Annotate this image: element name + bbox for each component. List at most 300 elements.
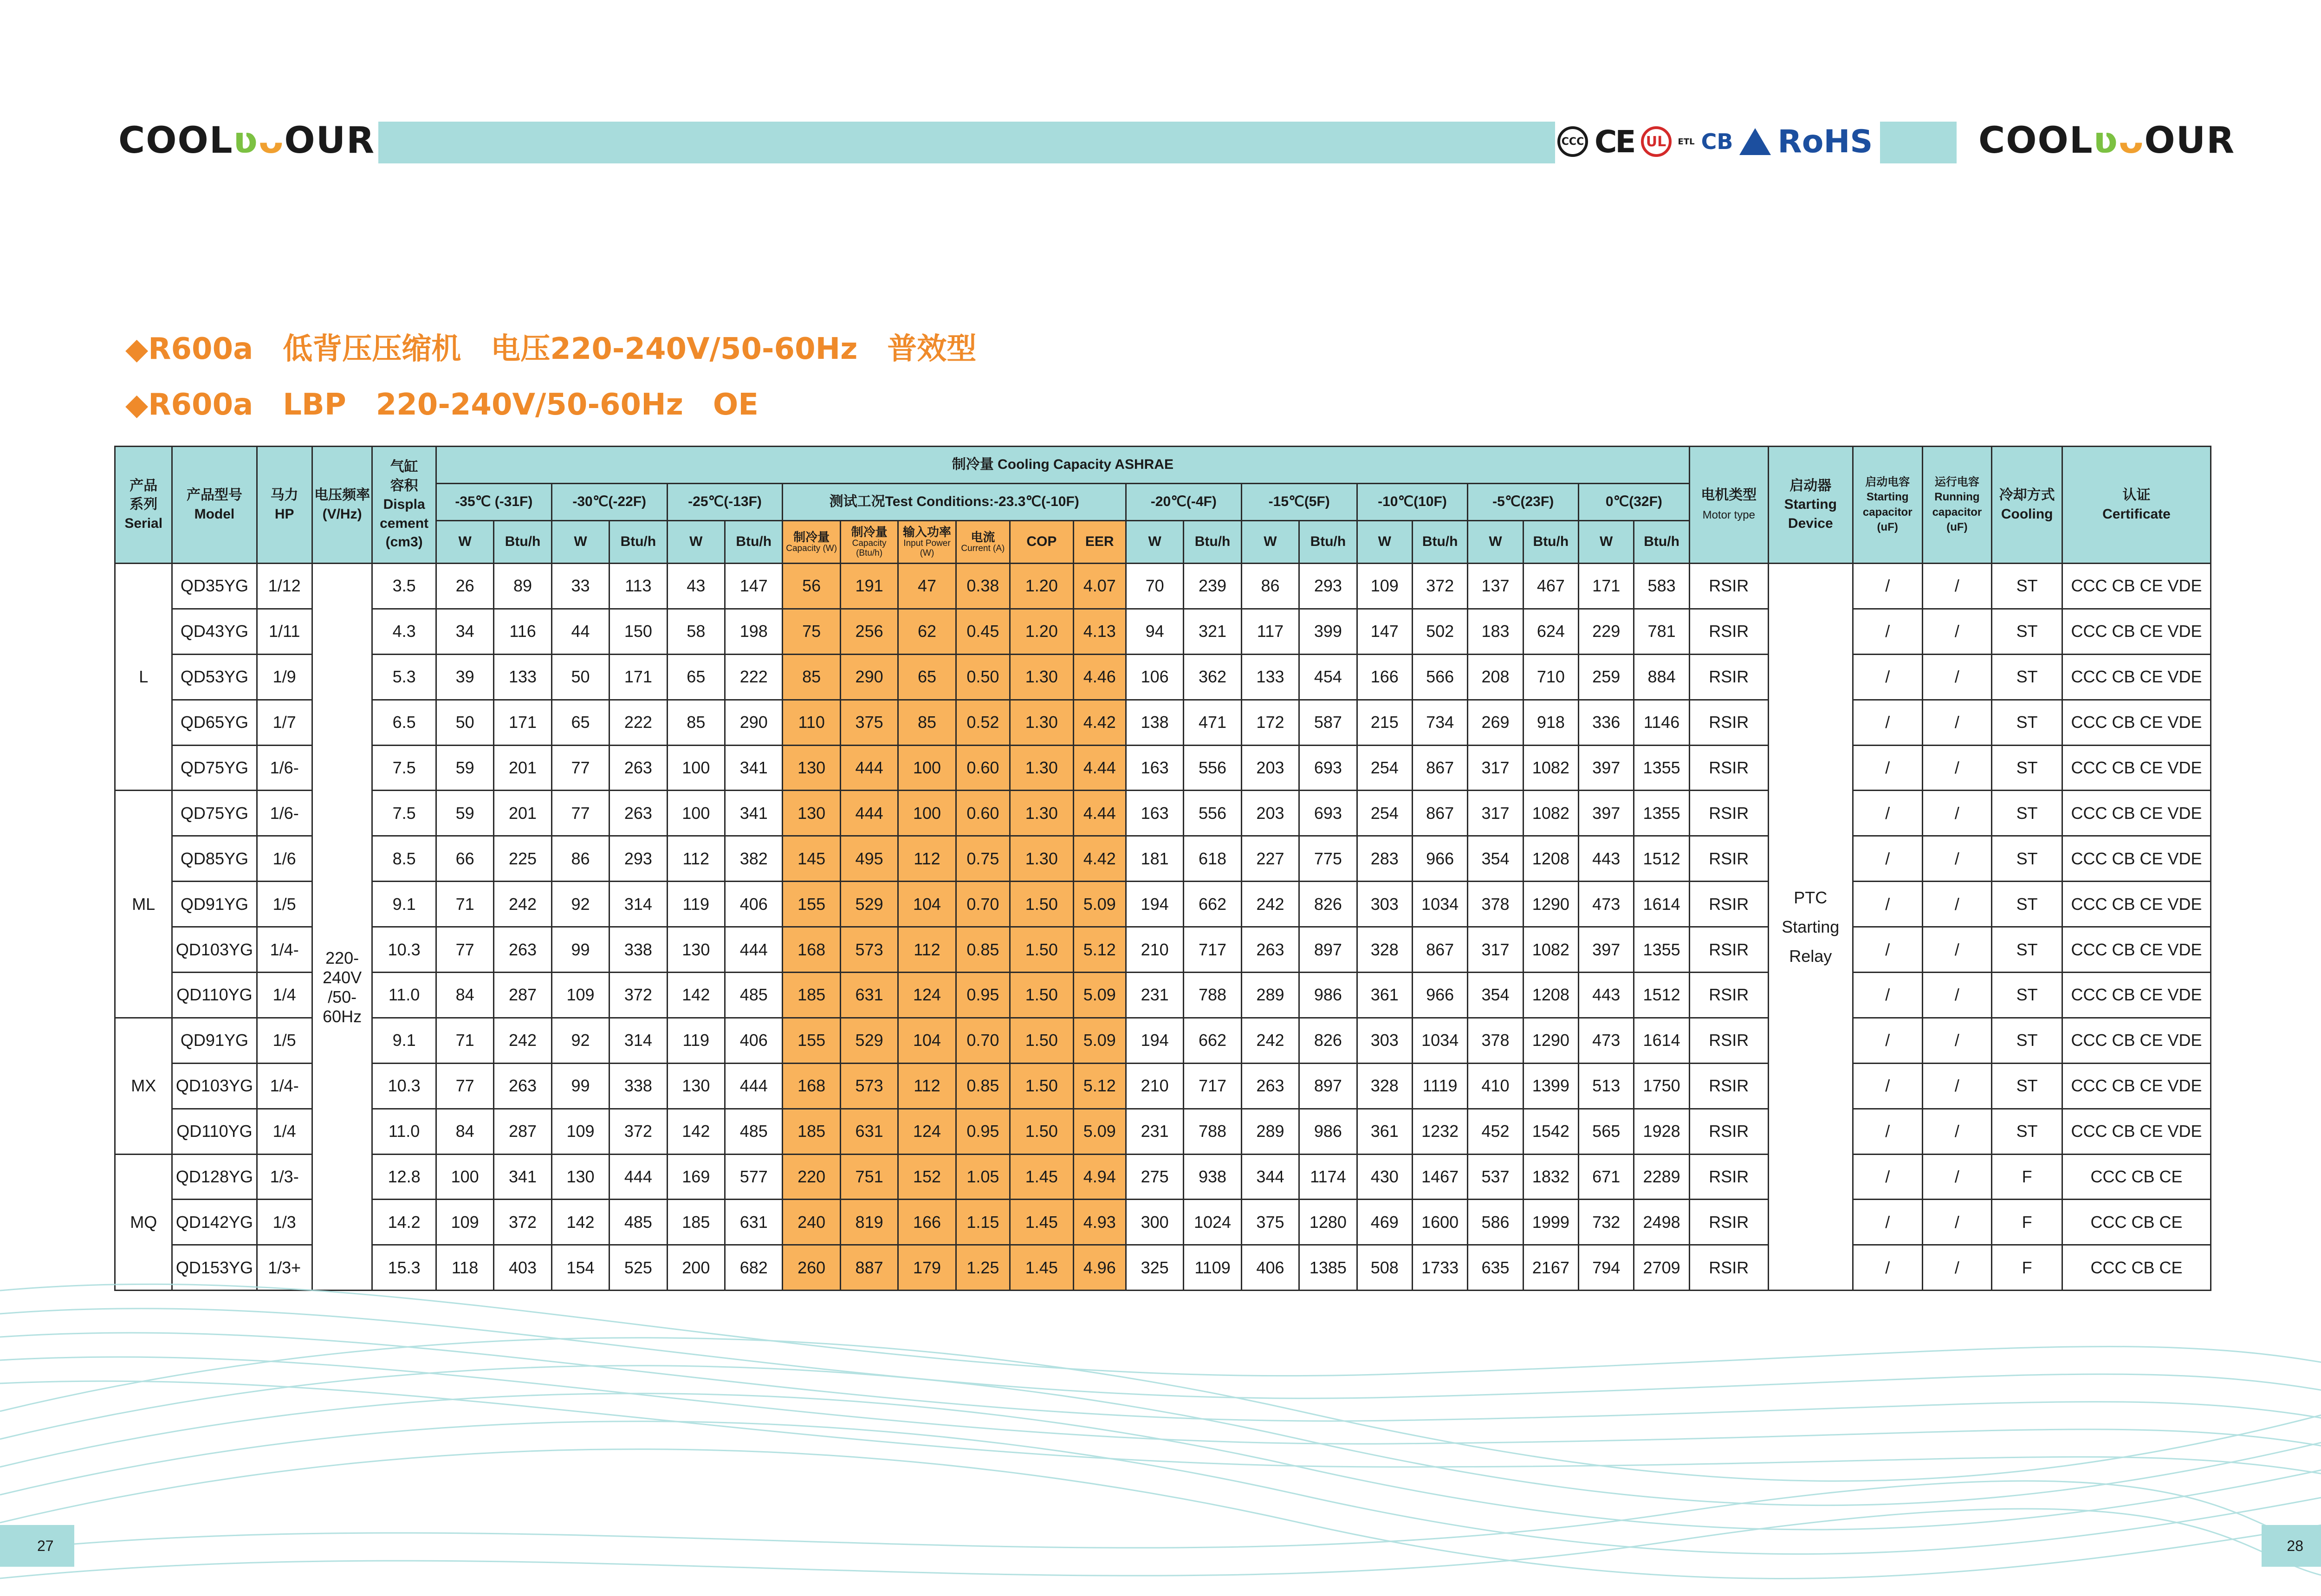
cell-certificate: CCC CB CE VDE bbox=[2062, 654, 2211, 700]
cell-m35-w: 100 bbox=[436, 1154, 493, 1200]
cell-series: ML bbox=[115, 791, 172, 1018]
cell-test-current: 0.85 bbox=[956, 927, 1010, 973]
cell-starting-capacitor: / bbox=[1853, 882, 1922, 927]
spec-table bbox=[114, 446, 2211, 1291]
cell-m15-btu: 897 bbox=[1299, 1063, 1357, 1109]
cell-running-capacitor: / bbox=[1922, 1200, 1992, 1245]
cell-m25-w: 119 bbox=[667, 1018, 725, 1063]
cell-m20-btu: 788 bbox=[1184, 973, 1241, 1018]
header-serial: 产品 系列 Serial bbox=[115, 447, 172, 564]
unit-w: W bbox=[1241, 521, 1299, 564]
cell-m30-btu: 150 bbox=[609, 609, 667, 654]
cell-m20-btu: 717 bbox=[1184, 1063, 1241, 1109]
cell-m20-btu: 239 bbox=[1184, 564, 1241, 609]
header-temp-m25: -25℃(-13F) bbox=[667, 484, 783, 521]
cell-m35-w: 84 bbox=[436, 1109, 493, 1154]
cell-m5-w: 208 bbox=[1468, 654, 1523, 700]
cell-m35-w: 59 bbox=[436, 791, 493, 836]
ul-icon: UL bbox=[1641, 126, 1672, 157]
cell-certificate: CCC CB CE VDE bbox=[2062, 564, 2211, 609]
header-current: 电流 Current (A) bbox=[956, 521, 1010, 564]
cell-m10-btu: 1733 bbox=[1412, 1245, 1467, 1291]
cell-cooling: ST bbox=[1992, 882, 2062, 927]
cell-test-capacity-btu: 191 bbox=[840, 564, 898, 609]
cell-motor-type: RSIR bbox=[1689, 836, 1768, 882]
cell-m30-btu: 372 bbox=[609, 973, 667, 1018]
cell-motor-type: RSIR bbox=[1689, 927, 1768, 973]
cell-m15-btu: 454 bbox=[1299, 654, 1357, 700]
cell-m25-btu: 341 bbox=[725, 791, 783, 836]
header-temp-m15: -15℃(5F) bbox=[1241, 484, 1357, 521]
cell-hp: 1/4- bbox=[257, 1063, 312, 1109]
cell-m35-btu: 201 bbox=[494, 745, 551, 791]
cell-test-current: 0.50 bbox=[956, 654, 1010, 700]
cell-cooling: ST bbox=[1992, 654, 2062, 700]
cell-m30-w: 77 bbox=[551, 791, 609, 836]
cell-m35-btu: 225 bbox=[494, 836, 551, 882]
cell-cop: 1.50 bbox=[1010, 973, 1074, 1018]
cell-m20-btu: 1024 bbox=[1184, 1200, 1241, 1245]
cell-m10-w: 109 bbox=[1357, 564, 1412, 609]
cell-m15-btu: 587 bbox=[1299, 700, 1357, 745]
header-temp-m30: -30℃(-22F) bbox=[551, 484, 667, 521]
brand-logo-right: COOLʋᴗOUR bbox=[1978, 120, 2236, 162]
cell-m20-w: 210 bbox=[1126, 927, 1183, 973]
cell-motor-type: RSIR bbox=[1689, 1109, 1768, 1154]
cell-displacement: 7.5 bbox=[372, 745, 436, 791]
cell-m5-w: 183 bbox=[1468, 609, 1523, 654]
cell-m25-btu: 682 bbox=[725, 1245, 783, 1291]
cell-certificate: CCC CB CE bbox=[2062, 1154, 2211, 1200]
cell-model: QD110YG bbox=[172, 1109, 257, 1154]
cell-m15-btu: 693 bbox=[1299, 745, 1357, 791]
table-row bbox=[115, 973, 2211, 1018]
cell-m20-btu: 938 bbox=[1184, 1154, 1241, 1200]
cell-t0-w: 513 bbox=[1579, 1063, 1634, 1109]
cell-motor-type: RSIR bbox=[1689, 654, 1768, 700]
cell-cop: 1.45 bbox=[1010, 1245, 1074, 1291]
cell-model: QD65YG bbox=[172, 700, 257, 745]
cell-m20-btu: 556 bbox=[1184, 791, 1241, 836]
cell-m25-w: 142 bbox=[667, 973, 725, 1018]
cell-m10-w: 303 bbox=[1357, 882, 1412, 927]
cell-cooling: ST bbox=[1992, 1018, 2062, 1063]
cell-cooling: F bbox=[1992, 1154, 2062, 1200]
cell-test-input-power: 124 bbox=[898, 973, 956, 1018]
cell-model: QD53YG bbox=[172, 654, 257, 700]
cell-test-input-power: 62 bbox=[898, 609, 956, 654]
cell-m30-btu: 293 bbox=[609, 836, 667, 882]
header-model: 产品型号 Model bbox=[172, 447, 257, 564]
cell-cooling: ST bbox=[1992, 564, 2062, 609]
cell-cop: 1.30 bbox=[1010, 654, 1074, 700]
cell-m5-w: 378 bbox=[1468, 1018, 1523, 1063]
cell-m20-w: 138 bbox=[1126, 700, 1183, 745]
cell-test-current: 0.38 bbox=[956, 564, 1010, 609]
cell-m5-btu: 1399 bbox=[1523, 1063, 1578, 1109]
table-row bbox=[115, 836, 2211, 882]
cell-t0-w: 794 bbox=[1579, 1245, 1634, 1291]
cell-cooling: ST bbox=[1992, 1109, 2062, 1154]
table-row bbox=[115, 564, 2211, 609]
cell-certificate: CCC CB CE VDE bbox=[2062, 700, 2211, 745]
cell-eer: 5.09 bbox=[1073, 1109, 1126, 1154]
cell-m5-btu: 1208 bbox=[1523, 836, 1578, 882]
cell-m25-w: 169 bbox=[667, 1154, 725, 1200]
cell-m15-w: 375 bbox=[1241, 1200, 1299, 1245]
cell-m30-btu: 314 bbox=[609, 1018, 667, 1063]
cell-t0-w: 259 bbox=[1579, 654, 1634, 700]
cell-hp: 1/7 bbox=[257, 700, 312, 745]
cell-hp: 1/5 bbox=[257, 882, 312, 927]
cell-motor-type: RSIR bbox=[1689, 1200, 1768, 1245]
spec-table-body bbox=[115, 564, 2211, 1291]
cell-t0-btu: 1146 bbox=[1634, 700, 1689, 745]
cell-t0-w: 565 bbox=[1579, 1109, 1634, 1154]
cell-cop: 1.50 bbox=[1010, 1109, 1074, 1154]
cell-certificate: CCC CB CE VDE bbox=[2062, 791, 2211, 836]
cell-test-capacity-w: 75 bbox=[783, 609, 840, 654]
cell-hp: 1/4- bbox=[257, 927, 312, 973]
cell-test-capacity-btu: 887 bbox=[840, 1245, 898, 1291]
cell-model: QD110YG bbox=[172, 973, 257, 1018]
cell-m5-btu: 624 bbox=[1523, 609, 1578, 654]
unit-w: W bbox=[1126, 521, 1183, 564]
certification-logos bbox=[1557, 118, 1873, 165]
cell-test-capacity-w: 185 bbox=[783, 973, 840, 1018]
cell-cop: 1.20 bbox=[1010, 609, 1074, 654]
cell-m5-w: 317 bbox=[1468, 927, 1523, 973]
cell-t0-w: 443 bbox=[1579, 836, 1634, 882]
header-bar-right bbox=[1880, 122, 1957, 163]
cell-model: QD43YG bbox=[172, 609, 257, 654]
cell-series: L bbox=[115, 564, 172, 791]
cell-m10-btu: 566 bbox=[1412, 654, 1467, 700]
cell-m10-w: 166 bbox=[1357, 654, 1412, 700]
cell-m35-btu: 116 bbox=[494, 609, 551, 654]
cell-test-capacity-btu: 444 bbox=[840, 745, 898, 791]
cell-displacement: 11.0 bbox=[372, 1109, 436, 1154]
cell-cooling: ST bbox=[1992, 791, 2062, 836]
cell-cop: 1.50 bbox=[1010, 927, 1074, 973]
cell-test-capacity-w: 220 bbox=[783, 1154, 840, 1200]
cell-cop: 1.50 bbox=[1010, 882, 1074, 927]
cell-test-capacity-w: 185 bbox=[783, 1109, 840, 1154]
cell-t0-w: 732 bbox=[1579, 1200, 1634, 1245]
title-chinese: ◆R600a 低背压压缩机 电压220-240V/50-60Hz 普效型 bbox=[125, 332, 977, 366]
cell-test-capacity-btu: 375 bbox=[840, 700, 898, 745]
cell-m10-w: 361 bbox=[1357, 973, 1412, 1018]
cell-m10-w: 469 bbox=[1357, 1200, 1412, 1245]
cell-test-current: 0.75 bbox=[956, 836, 1010, 882]
table-row bbox=[115, 1018, 2211, 1063]
brand-logo-left: COOLʋᴗOUR bbox=[118, 120, 376, 162]
cell-m10-btu: 372 bbox=[1412, 564, 1467, 609]
header-frequency: 电压频率 (V/Hz) bbox=[312, 447, 372, 564]
table-row bbox=[115, 654, 2211, 700]
cell-displacement: 5.3 bbox=[372, 654, 436, 700]
cell-cooling: ST bbox=[1992, 927, 2062, 973]
unit-w: W bbox=[1579, 521, 1634, 564]
cell-test-capacity-w: 260 bbox=[783, 1245, 840, 1291]
cell-m30-w: 77 bbox=[551, 745, 609, 791]
cell-cop: 1.50 bbox=[1010, 1018, 1074, 1063]
cell-m5-w: 317 bbox=[1468, 745, 1523, 791]
cell-hp: 1/3- bbox=[257, 1154, 312, 1200]
header-bar-left bbox=[378, 122, 1555, 163]
cell-hp: 1/4 bbox=[257, 973, 312, 1018]
cell-m35-btu: 263 bbox=[494, 1063, 551, 1109]
cell-test-capacity-w: 56 bbox=[783, 564, 840, 609]
cell-m10-w: 147 bbox=[1357, 609, 1412, 654]
header-hp: 马力 HP bbox=[257, 447, 312, 564]
cell-starting-capacitor: / bbox=[1853, 609, 1922, 654]
cell-displacement: 8.5 bbox=[372, 836, 436, 882]
cell-m10-btu: 1600 bbox=[1412, 1200, 1467, 1245]
cell-m35-btu: 287 bbox=[494, 973, 551, 1018]
header-capacity-btu: 制冷量 Capacity (Btu/h) bbox=[840, 521, 898, 564]
cell-starting-capacitor: / bbox=[1853, 564, 1922, 609]
cell-test-input-power: 104 bbox=[898, 882, 956, 927]
cell-m15-w: 117 bbox=[1241, 609, 1299, 654]
cell-m25-w: 85 bbox=[667, 700, 725, 745]
cell-hp: 1/3+ bbox=[257, 1245, 312, 1291]
cell-m20-w: 210 bbox=[1126, 1063, 1183, 1109]
cell-starting-capacitor: / bbox=[1853, 745, 1922, 791]
cell-m35-w: 66 bbox=[436, 836, 493, 882]
cell-cop: 1.50 bbox=[1010, 1063, 1074, 1109]
cell-t0-w: 473 bbox=[1579, 882, 1634, 927]
cell-m10-w: 328 bbox=[1357, 1063, 1412, 1109]
cell-m25-w: 58 bbox=[667, 609, 725, 654]
cell-m35-w: 26 bbox=[436, 564, 493, 609]
cell-m35-w: 50 bbox=[436, 700, 493, 745]
cell-certificate: CCC CB CE VDE bbox=[2062, 927, 2211, 973]
cell-eer: 4.42 bbox=[1073, 836, 1126, 882]
cell-m10-w: 430 bbox=[1357, 1154, 1412, 1200]
cell-m30-w: 130 bbox=[551, 1154, 609, 1200]
cell-test-current: 0.95 bbox=[956, 973, 1010, 1018]
cell-m35-w: 71 bbox=[436, 882, 493, 927]
cell-m15-w: 344 bbox=[1241, 1154, 1299, 1200]
unit-w: W bbox=[1468, 521, 1523, 564]
cell-cop: 1.30 bbox=[1010, 700, 1074, 745]
cell-t0-btu: 884 bbox=[1634, 654, 1689, 700]
cell-t0-w: 443 bbox=[1579, 973, 1634, 1018]
cell-m15-w: 289 bbox=[1241, 1109, 1299, 1154]
cell-m20-btu: 662 bbox=[1184, 1018, 1241, 1063]
cell-m25-w: 200 bbox=[667, 1245, 725, 1291]
ccc-icon: CCC bbox=[1557, 126, 1588, 157]
cell-cop: 1.45 bbox=[1010, 1200, 1074, 1245]
cell-hp: 1/4 bbox=[257, 1109, 312, 1154]
cell-m25-w: 100 bbox=[667, 745, 725, 791]
cell-t0-btu: 1614 bbox=[1634, 882, 1689, 927]
cell-m5-w: 537 bbox=[1468, 1154, 1523, 1200]
cell-m35-w: 39 bbox=[436, 654, 493, 700]
cell-m30-btu: 444 bbox=[609, 1154, 667, 1200]
cell-t0-btu: 2498 bbox=[1634, 1200, 1689, 1245]
cell-m30-w: 109 bbox=[551, 973, 609, 1018]
cell-m5-w: 354 bbox=[1468, 836, 1523, 882]
cell-m25-btu: 198 bbox=[725, 609, 783, 654]
cell-motor-type: RSIR bbox=[1689, 1154, 1768, 1200]
cell-m25-btu: 222 bbox=[725, 654, 783, 700]
cell-m25-btu: 485 bbox=[725, 973, 783, 1018]
table-row bbox=[115, 791, 2211, 836]
cell-m25-w: 130 bbox=[667, 927, 725, 973]
cell-t0-w: 397 bbox=[1579, 791, 1634, 836]
cell-test-capacity-w: 110 bbox=[783, 700, 840, 745]
cell-test-capacity-btu: 751 bbox=[840, 1154, 898, 1200]
cell-m20-btu: 788 bbox=[1184, 1109, 1241, 1154]
cell-frequency: 220- 240V /50- 60Hz bbox=[312, 564, 372, 1291]
cell-model: QD75YG bbox=[172, 791, 257, 836]
table-row bbox=[115, 700, 2211, 745]
cell-model: QD153YG bbox=[172, 1245, 257, 1291]
cell-m20-btu: 321 bbox=[1184, 609, 1241, 654]
cell-m20-btu: 662 bbox=[1184, 882, 1241, 927]
cell-displacement: 4.3 bbox=[372, 609, 436, 654]
cell-m25-btu: 485 bbox=[725, 1109, 783, 1154]
cell-certificate: CCC CB CE VDE bbox=[2062, 882, 2211, 927]
unit-btu: Btu/h bbox=[609, 521, 667, 564]
cell-m25-w: 185 bbox=[667, 1200, 725, 1245]
cell-t0-w: 336 bbox=[1579, 700, 1634, 745]
cell-running-capacitor: / bbox=[1922, 973, 1992, 1018]
cell-m35-btu: 263 bbox=[494, 927, 551, 973]
cell-m30-w: 99 bbox=[551, 927, 609, 973]
cell-m15-w: 242 bbox=[1241, 1018, 1299, 1063]
cell-m10-w: 508 bbox=[1357, 1245, 1412, 1291]
cell-m30-btu: 222 bbox=[609, 700, 667, 745]
cell-model: QD142YG bbox=[172, 1200, 257, 1245]
cell-model: QD91YG bbox=[172, 882, 257, 927]
cell-test-input-power: 100 bbox=[898, 791, 956, 836]
header-temp-0: 0℃(32F) bbox=[1579, 484, 1690, 521]
unit-btu: Btu/h bbox=[725, 521, 783, 564]
unit-btu: Btu/h bbox=[494, 521, 551, 564]
cell-t0-btu: 1512 bbox=[1634, 836, 1689, 882]
header-temp-m20: -20℃(-4F) bbox=[1126, 484, 1241, 521]
cell-eer: 4.94 bbox=[1073, 1154, 1126, 1200]
cell-t0-btu: 1355 bbox=[1634, 745, 1689, 791]
cell-m25-w: 142 bbox=[667, 1109, 725, 1154]
cell-m10-w: 361 bbox=[1357, 1109, 1412, 1154]
header-motor-type: 电机类型 Motor type bbox=[1689, 447, 1768, 564]
cell-m5-btu: 1082 bbox=[1523, 791, 1578, 836]
cell-m15-btu: 897 bbox=[1299, 927, 1357, 973]
cell-test-input-power: 112 bbox=[898, 836, 956, 882]
cell-m15-w: 86 bbox=[1241, 564, 1299, 609]
cell-m35-w: 59 bbox=[436, 745, 493, 791]
table-row bbox=[115, 745, 2211, 791]
cell-m5-btu: 1290 bbox=[1523, 1018, 1578, 1063]
cell-hp: 1/5 bbox=[257, 1018, 312, 1063]
cell-model: QD35YG bbox=[172, 564, 257, 609]
cell-m30-btu: 485 bbox=[609, 1200, 667, 1245]
cell-eer: 4.42 bbox=[1073, 700, 1126, 745]
cell-test-capacity-w: 168 bbox=[783, 1063, 840, 1109]
cb-icon: CB bbox=[1701, 129, 1733, 154]
cell-test-capacity-btu: 631 bbox=[840, 973, 898, 1018]
cell-t0-btu: 1928 bbox=[1634, 1109, 1689, 1154]
cell-running-capacitor: / bbox=[1922, 1245, 1992, 1291]
cell-test-capacity-btu: 631 bbox=[840, 1109, 898, 1154]
cell-series: MX bbox=[115, 1018, 172, 1154]
cell-m15-btu: 1174 bbox=[1299, 1154, 1357, 1200]
cell-test-capacity-btu: 444 bbox=[840, 791, 898, 836]
cell-m35-btu: 242 bbox=[494, 1018, 551, 1063]
cell-test-capacity-w: 85 bbox=[783, 654, 840, 700]
cell-m15-btu: 986 bbox=[1299, 973, 1357, 1018]
cell-displacement: 7.5 bbox=[372, 791, 436, 836]
cell-m5-btu: 467 bbox=[1523, 564, 1578, 609]
cell-motor-type: RSIR bbox=[1689, 564, 1768, 609]
cell-starting-capacitor: / bbox=[1853, 791, 1922, 836]
table-row bbox=[115, 1109, 2211, 1154]
cell-eer: 4.96 bbox=[1073, 1245, 1126, 1291]
header-cop: COP bbox=[1010, 521, 1074, 564]
cell-m25-btu: 631 bbox=[725, 1200, 783, 1245]
cell-m30-w: 99 bbox=[551, 1063, 609, 1109]
cell-m35-w: 118 bbox=[436, 1245, 493, 1291]
header-temp-m5: -5℃(23F) bbox=[1468, 484, 1579, 521]
vde-icon bbox=[1739, 128, 1771, 155]
cell-test-input-power: 179 bbox=[898, 1245, 956, 1291]
cell-m35-btu: 201 bbox=[494, 791, 551, 836]
cell-m25-w: 43 bbox=[667, 564, 725, 609]
cell-model: QD103YG bbox=[172, 927, 257, 973]
cell-m20-w: 194 bbox=[1126, 882, 1183, 927]
cell-m5-btu: 1832 bbox=[1523, 1154, 1578, 1200]
cell-eer: 4.13 bbox=[1073, 609, 1126, 654]
cell-starting-capacitor: / bbox=[1853, 836, 1922, 882]
cell-cooling: F bbox=[1992, 1245, 2062, 1291]
cell-certificate: CCC CB CE VDE bbox=[2062, 1063, 2211, 1109]
cell-m30-w: 92 bbox=[551, 1018, 609, 1063]
cell-eer: 4.46 bbox=[1073, 654, 1126, 700]
decorative-waves bbox=[0, 1272, 2321, 1596]
cell-test-current: 0.85 bbox=[956, 1063, 1010, 1109]
unit-btu: Btu/h bbox=[1634, 521, 1689, 564]
header-eer: EER bbox=[1073, 521, 1126, 564]
cell-displacement: 9.1 bbox=[372, 882, 436, 927]
cell-t0-w: 397 bbox=[1579, 927, 1634, 973]
cell-displacement: 10.3 bbox=[372, 927, 436, 973]
cell-m30-w: 92 bbox=[551, 882, 609, 927]
cell-t0-btu: 583 bbox=[1634, 564, 1689, 609]
cell-m5-btu: 1542 bbox=[1523, 1109, 1578, 1154]
cell-starting-capacitor: / bbox=[1853, 927, 1922, 973]
cell-m30-w: 109 bbox=[551, 1109, 609, 1154]
cell-m15-btu: 693 bbox=[1299, 791, 1357, 836]
cell-m25-btu: 341 bbox=[725, 745, 783, 791]
cell-m35-btu: 171 bbox=[494, 700, 551, 745]
header-displacement: 气缸 容积 Displa cement (cm3) bbox=[372, 447, 436, 564]
cell-running-capacitor: / bbox=[1922, 927, 1992, 973]
cell-m10-btu: 966 bbox=[1412, 836, 1467, 882]
cell-certificate: CCC CB CE bbox=[2062, 1245, 2211, 1291]
cell-m5-w: 452 bbox=[1468, 1109, 1523, 1154]
cell-m5-w: 354 bbox=[1468, 973, 1523, 1018]
cell-m30-btu: 338 bbox=[609, 1063, 667, 1109]
cell-m10-w: 303 bbox=[1357, 1018, 1412, 1063]
cell-test-input-power: 166 bbox=[898, 1200, 956, 1245]
cell-t0-btu: 1355 bbox=[1634, 927, 1689, 973]
unit-btu: Btu/h bbox=[1523, 521, 1578, 564]
cell-motor-type: RSIR bbox=[1689, 1018, 1768, 1063]
